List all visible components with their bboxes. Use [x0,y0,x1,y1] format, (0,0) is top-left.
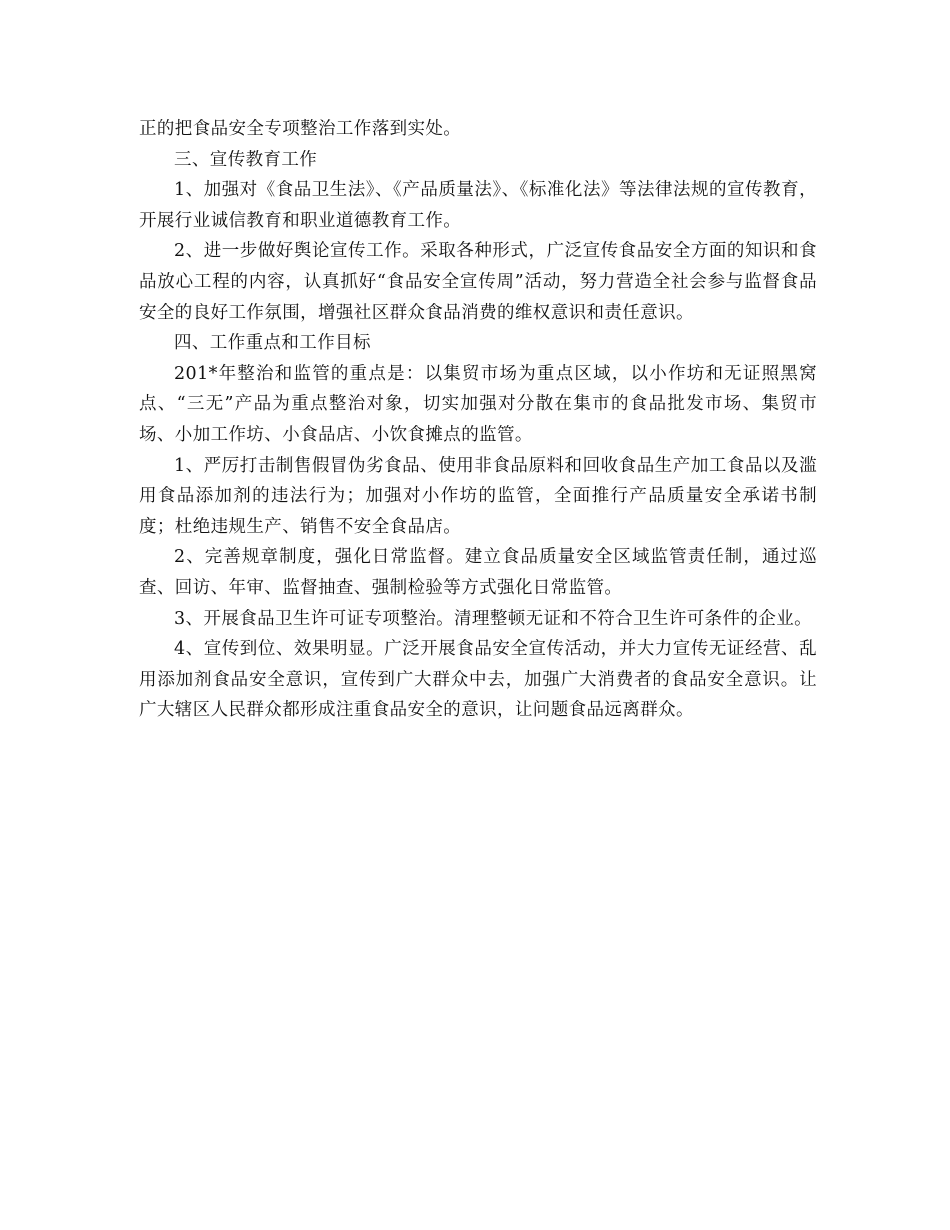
paragraph-publicity-2: 2、进一步做好舆论宣传工作。采取各种形式，广泛宣传食品安全方面的知识和食品放心工程的内容，认真抓好“食品安全宣传周”活动，努力营造全社会参与监督食品安全的良好工作氛围，增强社区群众食品消费的维权意识和责任意识。 [139,241,817,323]
section-heading-key-work: 四、工作重点和工作目标 [174,333,371,354]
paragraph-key-3: 3、开展食品卫生许可证专项整治。清理整顿无证和不符合卫生许可条件的企业。 [174,608,813,629]
paragraph-key-2: 2、完善规章制度，强化日常监督。建立食品质量安全区域监管责任制，通过巡查、回访、年审、监督抽查、强制检验等方式强化日常监管。 [139,547,817,598]
paragraph-publicity-1: 1、加强对《食品卫生法》、《产品质量法》、《标准化法》等法律法规的宣传教育，开展行业诚信教育和职业道德教育工作。 [139,180,817,231]
document-body [139,114,817,726]
paragraph-key-4: 4、宣传到位、效果明显。广泛开展食品安全宣传活动，并大力宣传无证经营、乱用添加剂食品安全意识，宣传到广大群众中去，加强广大消费者的食品安全意识。让广大辖区人民群众都形成注重食品安全的意识，让问题食品远离群众。 [139,639,817,721]
paragraph-continuation: 正的把食品安全专项整治工作落到实处。 [139,119,462,139]
section-heading-publicity: 三、宣传教育工作 [174,149,318,170]
paragraph-key-1: 1、严厉打击制售假冒伪劣食品、使用非食品原料和回收食品生产加工食品以及滥用食品添加剂的违法行为；加强对小作坊的监管，全面推行产品质量安全承诺书制度；杜绝违规生产、销售不安全食品店。 [139,455,817,537]
paragraph-key-focus: 201*年整治和监管的重点是：以集贸市场为重点区域，以小作坊和无证照黑窝点、“三无”产品为重点整治对象，切实加强对分散在集市的食品批发市场、集贸市场、小加工作坊、小食品店、小饮食摊点的监管。 [139,363,817,445]
